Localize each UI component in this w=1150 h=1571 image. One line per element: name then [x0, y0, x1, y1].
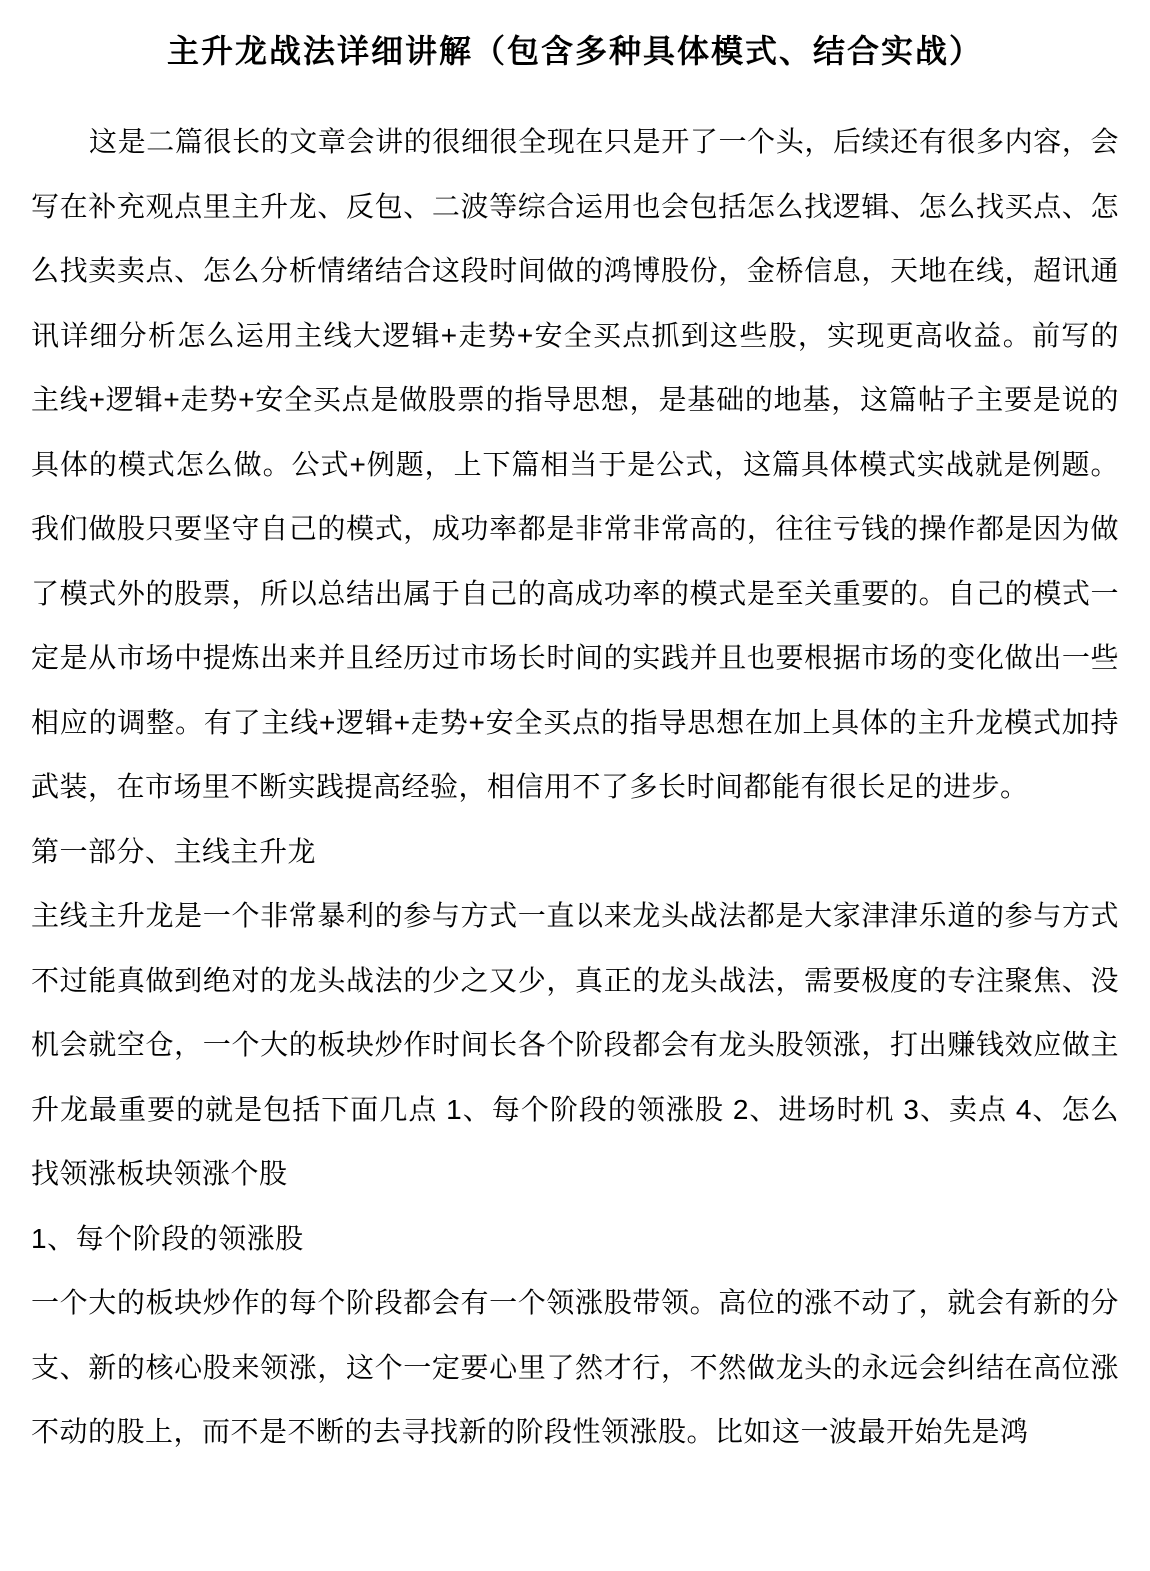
paragraph-intro: 这是二篇很长的文章会讲的很细很全现在只是开了一个头，后续还有很多内容，会写在补充观点里主升龙、反包、二波等综合运用也会包括怎么找逻辑、怎么找买点、怎么找卖卖点、怎么分析情绪结合这段时间做的鸿博股份，金桥信息，天地在线，超讯通讯详细分析怎么运用主线大逻辑+走势+安全买点抓到这些股，实现更高收益。前写的主线+逻辑+走势+安全买点是做股票的指导思想，是基础的地基，这篇帖子主要是说的具体的模式怎么做。公式+例题，上下篇相当于是公式，这篇具体模式实战就是例题。我们做股只要坚守自己的模式，成功率都是非常非常高的，往往亏钱的操作都是因为做了模式外的股票，所以总结出属于自己的高成功率的模式是至关重要的。自己的模式一定是从市场中提炼出来并且经历过市场长时间的实践并且也要根据市场的变化做出一些相应的调整。有了主线+逻辑+走势+安全买点的指导思想在加上具体的主升龙模式加持武装，在市场里不断实践提高经验，相信用不了多长时间都能有很长足的进步。: [31, 126, 1119, 802]
list-heading-stage-leaders: 1、每个阶段的领涨股: [31, 1222, 304, 1254]
paragraph-stage-leaders-detail: 一个大的板块炒作的每个阶段都会有一个领涨股带领。高位的涨不动了，就会有新的分支、新的核心股来领涨，这个一定要心里了然才行，不然做龙头的永远会纠结在高位涨不动的股上，而不是不断的去寻找新的阶段性领涨股。比如这一波最开始先是鸿: [31, 1287, 1119, 1447]
document-body: [31, 110, 1119, 1465]
document-title: 主升龙战法详细讲解（包含多种具体模式、结合实战）: [166, 33, 983, 69]
document-page: [0, 28, 1150, 1571]
paragraph-mainline-rising-dragon: 主线主升龙是一个非常暴利的参与方式一直以来龙头战法都是大家津津乐道的参与方式不过能真做到绝对的龙头战法的少之又少，真正的龙头战法，需要极度的专注聚焦、没机会就空仓，一个大的板块炒作时间长各个阶段都会有龙头股领涨，打出赚钱效应做主升龙最重要的就是包括下面几点 1、每个阶段的领涨股 2、进场时机 3、卖点 4、怎么找领涨板块领涨个股: [31, 900, 1119, 1189]
section-heading-part-one: 第一部分、主线主升龙: [31, 835, 317, 867]
